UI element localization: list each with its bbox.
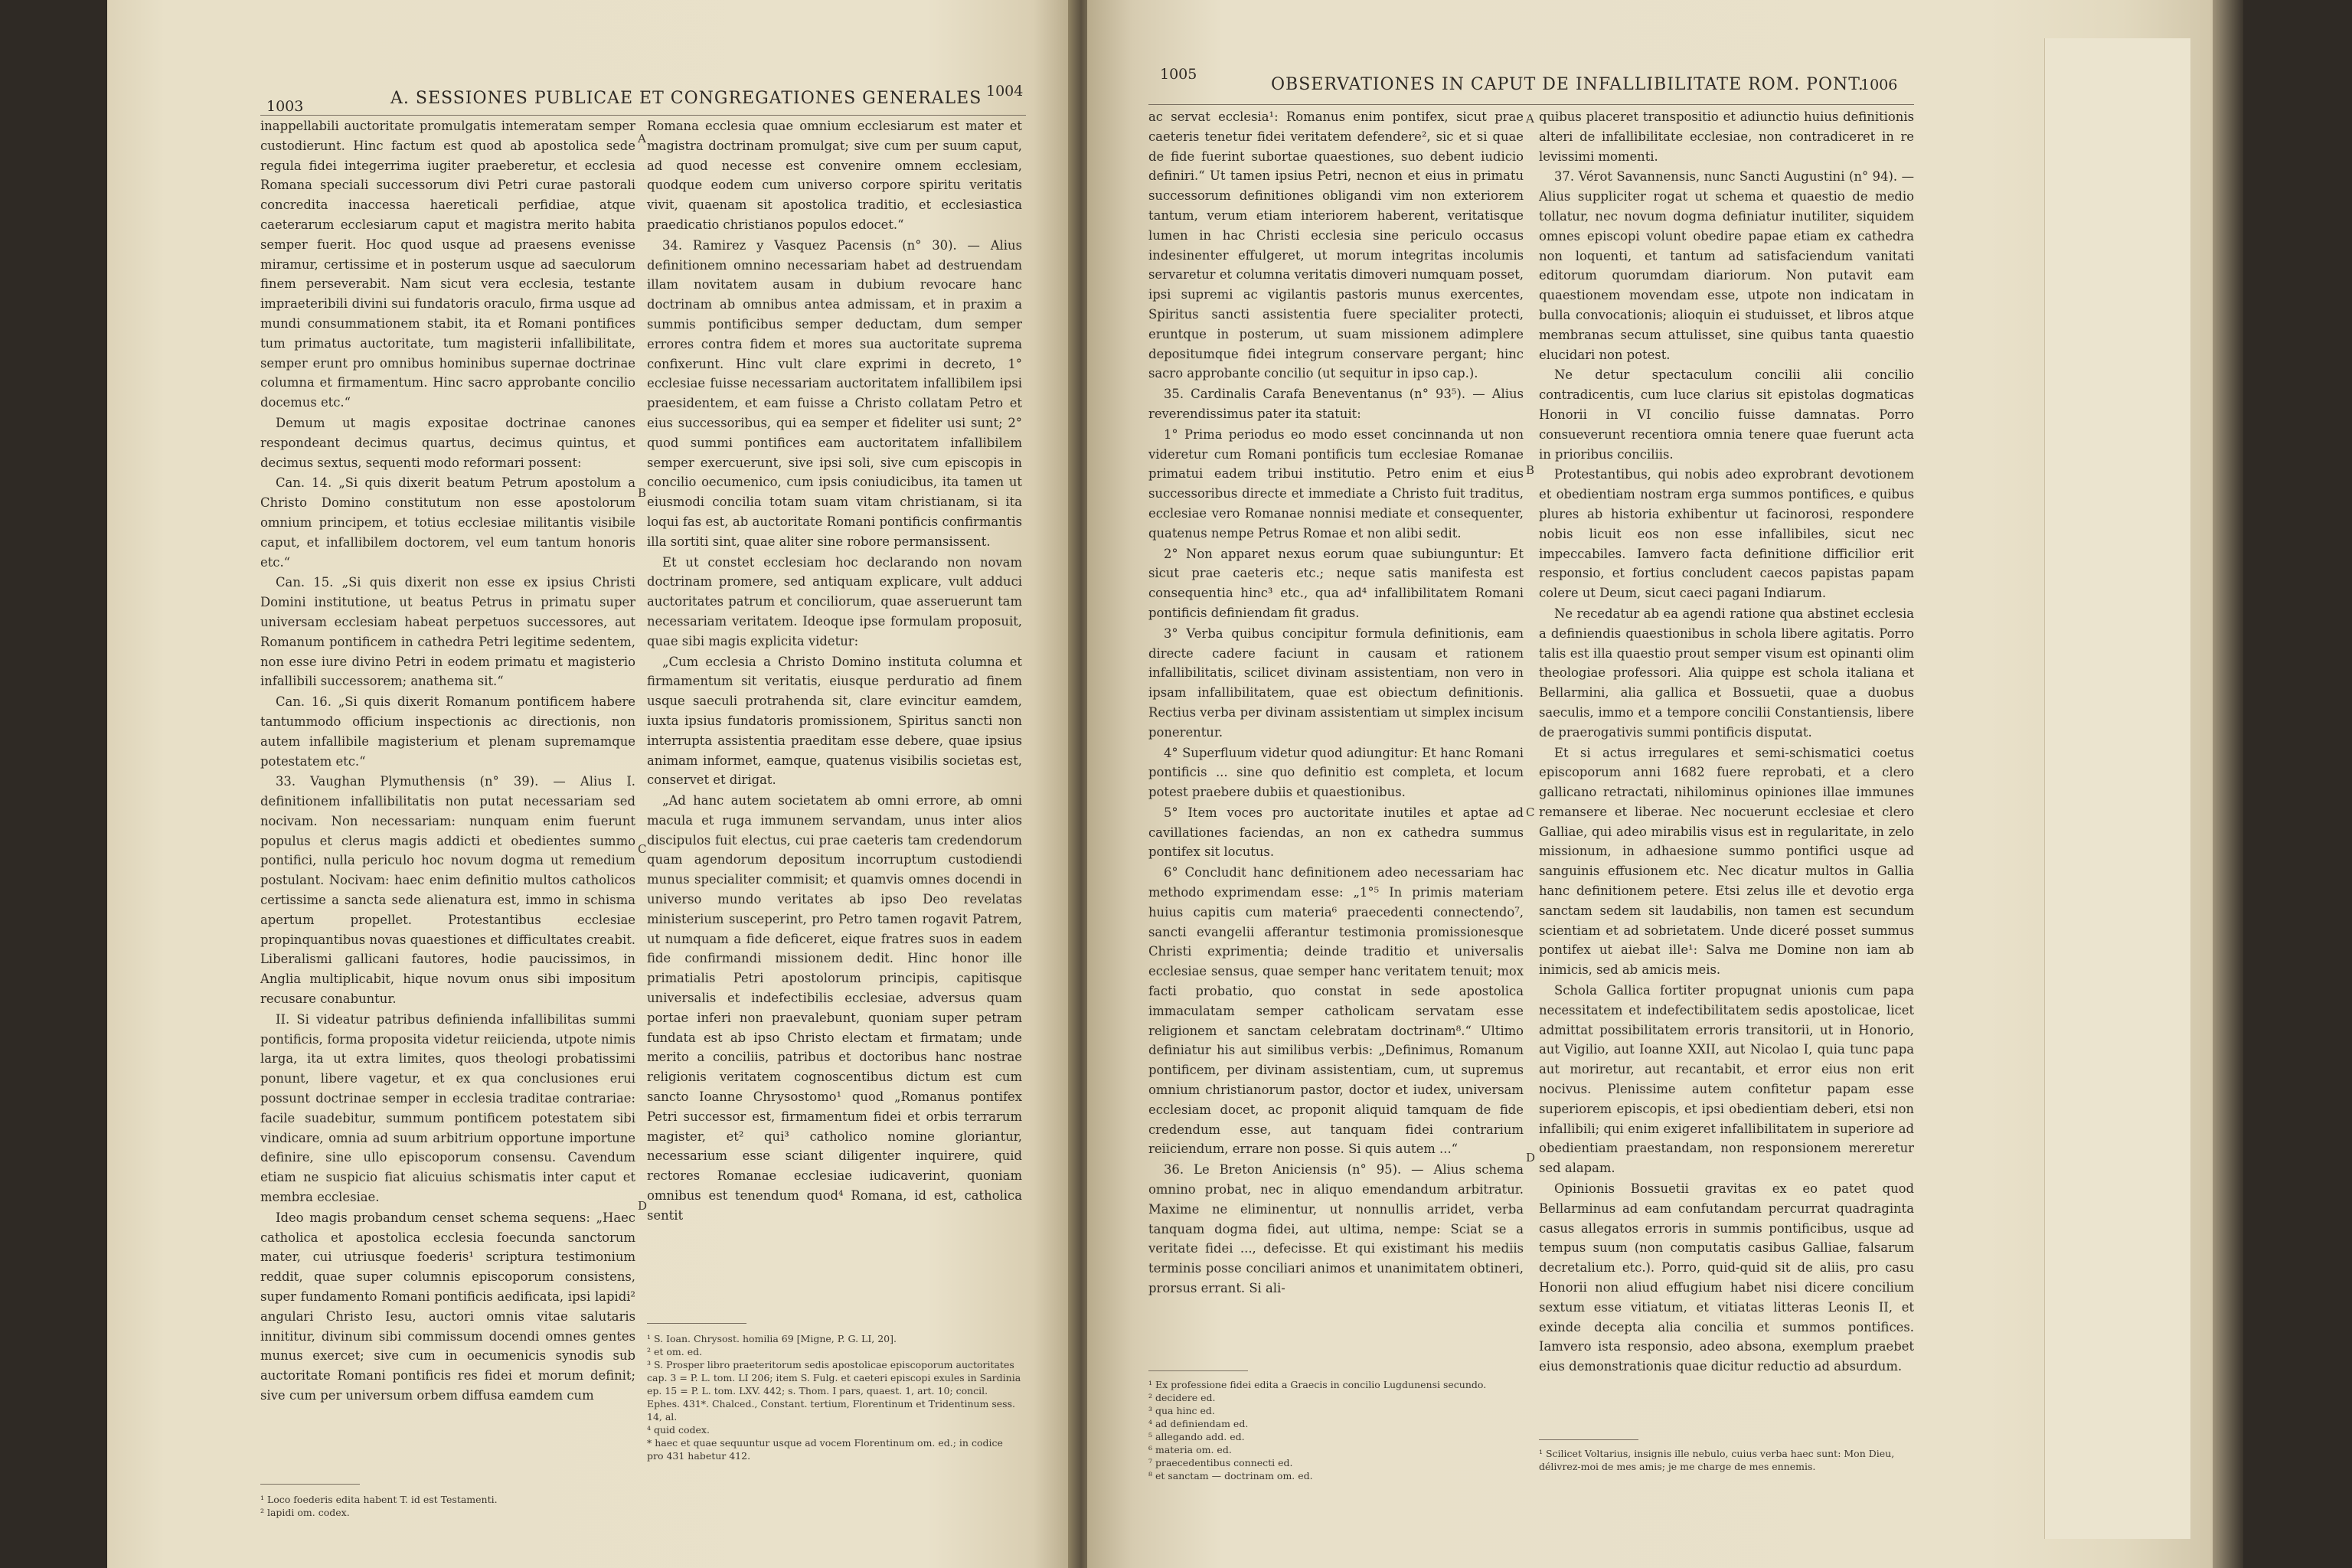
margin-letter-b-right: B <box>1526 463 1535 477</box>
footnote: ⁴ quid codex. <box>647 1424 710 1436</box>
margin-letter-b: B <box>638 486 647 500</box>
right-column-1 <box>1148 107 1524 1299</box>
left-footnote-rule-1 <box>260 1484 360 1485</box>
paragraph: Can. 15. „Si quis dixerit non esse ex ipsius Christi Domini institutione, ut beatus Petrus in primatu super universam ecclesiam habeat perpetuos successores, aut Romanum pontificem in cathedra Petri legitime sedentem, non esse iure divino Petri in eodem primatu et magisterio infallibili successorem; anathema sit.“ <box>260 575 635 689</box>
left-running-header: A. SESSIONES PUBLICAE ET CONGREGATIONES GENERALES <box>390 89 982 108</box>
footnote: ² et om. ed. <box>647 1346 703 1357</box>
left-column-1 <box>260 116 635 1406</box>
paragraph: Can. 16. „Si quis dixerit Romanum pontificem habere tantummodo officium inspectionis ac directionis, non autem infallibile magisterium et plenam supremamque potestatem etc.“ <box>260 694 635 769</box>
paragraph: 37. Vérot Savannensis, nunc Sancti Augustini (n° 94). — Alius suppliciter rogat ut schema et quaestio de medio tollatur, nec novum dogma definiatur inutiliter, siquidem omnes episcopi volunt obedire papae etiam ex cathedra non loquenti, et tantum ad satisfaciendum vanitati editorum quorumdam diariorum. Non putavit eam quaestionem movendam esse, utpote non indicatam in bulla convocationis; alioquin ei studuisset, et libros atque membranas secum attulisset, sine quibus tanta quaestio elucidari non potest. <box>1539 169 1914 362</box>
right-footnote-rule-1 <box>1148 1370 1248 1371</box>
paragraph: Romana ecclesia quae omnium ecclesiarum est mater et magistra doctrinam promulgat; sive cum per suum caput, ad quod necesse est convenire omnem ecclesiam, quodque eodem cum universo corpore spiritu veritatis vivit, quaenam sit apostolica traditio, et ecclesiastica praedicatio christianos populos edocet.“ <box>647 119 1022 232</box>
paragraph: Ideo magis probandum censet schema sequens: „Haec catholica et apostolica ecclesia foecunda sanctorum mater, cui utriusque foederis¹ scriptura testimonium reddit, quae super columnis episcoporum consistens, super fundamento Romani pontificis aedificata, ipsi lapidi² angulari Christo Iesu, auctori omnis vitae salutaris innititur, divinum sibi commissum docendi omnes gentes munus exercet; sive cum in oecumenicis synodis sub auctoritate Romani pontificis res fidei et morum definit; sive cum per universum orbem diffusa eamdem cum <box>260 1210 635 1403</box>
margin-letter-c: C <box>638 842 647 856</box>
paragraph: „Ad hanc autem societatem ab omni errore, ab omni macula et ruga immunem servandam, unus inter alios discipulos fuit electus, cui prae caeteris tam credendorum quam agendorum depositum incorruptum custodiendi munus specialiter commisit; et quamvis omnes docendi in universo mundo veritates ab ipso Deo revelatas ministerium susceperint, pro Petro tamen rogavit Patrem, ut numquam a fide deficeret, eique fratres suos in eadem fide confirmandi missionem dedit. Hinc honor ille primatialis Petri apostolorum principis, capitisque universalis et indefectibilis ecclesiae, adversus quam portae inferi non praevalebunt, quoniam super petram fundata est ab ipso Christo electam et firmatam; unde merito a conciliis, patribus et doctoribus hanc nostrae religionis veritatem cognoscentibus dictum est cum sancto Ioanne Chrysostomo¹ quod „Romanus pontifex Petri successor est, firmamentum fidei et orbis terrarum magister, et² qui³ catholico nomine gloriantur, necessarium esse sciant diligenter inquirere, quid rectores Romanae ecclesiae iudicaverint, quoniam omnibus est tenendum quod⁴ Romana, id est, catholica sentit <box>647 793 1022 1223</box>
paragraph: Can. 14. „Si quis dixerit beatum Petrum apostolum a Christo Domino constitutum non esse apostolorum omnium principem, et totius ecclesiae militantis visibile caput, et infallibilem doctorem, vel eum tantum honoris etc.“ <box>260 475 635 570</box>
paragraph: 2° Non apparet nexus eorum quae subiunguntur: Et sicut prae caeteris etc.; neque satis manifesta est consequentia hinc³ etc., qua ad⁴ infallibilitatem Romani pontificis definiendam fit gradus. <box>1148 546 1524 620</box>
footnote: ⁷ praecedentibus connecti ed. <box>1148 1457 1293 1468</box>
footnote: ¹ Ex professione fidei edita a Graecis in concilio Lugdunensi secundo. <box>1148 1379 1487 1390</box>
paragraph: 35. Cardinalis Carafa Beneventanus (n° 93⁵). — Alius reverendissimus pater ita statuit: <box>1148 387 1524 421</box>
margin-letter-a-right: A <box>1526 112 1534 126</box>
paragraph: Opinionis Bossuetii gravitas ex eo patet quod Bellarminus ad eam confutandam percurrat quadraginta casus allegatos erroris in summis pontificibus, usque ad tempus suum (non computatis casibus Galliae, falsarum decretalium etc.). Porro, quid-quid sit de aliis, pro casu Honorii non aliud effugium habet nisi dicere concilium sextum esse vitiatum, et vitiatas litteras Leonis II, et exinde decepta alia concilia et summos pontifices. Iamvero ista responsio, adeo absona, exemplum praebet eius demonstrationis quae dicitur reductio ad absurdum. <box>1539 1181 1914 1374</box>
margin-letter-c-right: C <box>1526 805 1535 819</box>
paragraph: 3° Verba quibus concipitur formula definitionis, eam directe cadere faciunt in causam et rationem infallibilitatis, scilicet divinam assistentiam, non vero in ipsam infallibilitatem, quae est obiectum definitionis. Rectius verba per divinam assistentiam ut simplex incisum ponerentur. <box>1148 626 1524 740</box>
footnote: ² lapidi om. codex. <box>260 1507 350 1518</box>
paragraph: 1° Prima periodus eo modo esset concinnanda ut non videretur cum Romani pontificis tum ecclesiae Romanae primatui eadem tribui institutio. Petro enim et eius successoribus directe et immediate a Christo fuit traditus, ecclesiae vero Romanae nonnisi mediate et consequenter, quatenus nempe Petrus Romae et non alibi sedit. <box>1148 426 1524 541</box>
paragraph: 4° Superfluum videtur quod adiungitur: Et hanc Romani pontificis ... sine quo definitio est completa, et locum potest praebere dubiis et quaestionibus. <box>1148 745 1524 800</box>
paragraph: 5° Item voces pro auctoritate inutiles et aptae ad cavillationes faciendas, an non ex cathedra summus pontifex sit locutus. <box>1148 805 1524 860</box>
right-header-rule <box>1148 104 1914 105</box>
paragraph: „Cum ecclesia a Christo Domino instituta columna et firmamentum sit veritatis, eiusque perduratio ad finem usque saeculi protrahenda sit, clare evincitur eamdem, iuxta ipsius fundatoris promissionem, Spiritus sancti non interrupta assistentia praeditam esse debere, quae ipsius animam informet, eamque, quatenus visibilis societas est, conservet et dirigat. <box>647 654 1022 788</box>
left-page-number: 1003 <box>266 98 304 115</box>
paragraph: Ne detur spectaculum concilii alii concilio contradicentis, cum luce clarius sit epistolas dogmaticas Honorii in VI concilio fuisse damnatas. Porro consueverunt recentiora omnia tenere quae fuerunt acta in prioribus conciliis. <box>1539 368 1914 462</box>
paragraph: Et ut constet ecclesiam hoc declarando non novam doctrinam promere, sed antiquam explicare, vult adduci auctoritates patrum et conciliorum, quae asseruerunt tam necessariam veritatem. Ideoque ipse formulam proposuit, quae sibi magis explicita videtur: <box>647 554 1022 648</box>
paragraph: Schola Gallica fortiter propugnat unionis cum papa necessitatem et indefectibilitatem sedis apostolicae, licet admittat possibilitatem erroris transitorii, ut in Honorio, aut Vigilio, aut Ioanne XXII, aut Nicolao I, quia tunc papa aut moriretur, aut recantabit, et error eius non erit nocivus. Plenissime autem confitetur papam esse superiorem episcopis, et ipsi obedientiam deberi, etsi non infallibili; qui enim exigeret infallibilitatem in superiore ad obedientiam praestandam, non responsionem mereretur sed alapam. <box>1539 983 1914 1176</box>
footnote: ¹ Loco foederis edita habent T. id est Testamenti. <box>260 1494 498 1505</box>
left-footnotes-col1 <box>260 1493 635 1519</box>
margin-letter-a: A <box>638 132 646 145</box>
left-footnote-rule-2 <box>647 1323 746 1324</box>
paragraph: 36. Le Breton Aniciensis (n° 95). — Alius schema omnino probat, nec in aliquo emendandum arbitratur. Maxime ne eliminentur, ut nonnullis arridet, verba tanquam dogma fidei, aut ultima, nempe: Sciat se a veritate fidei ..., defecisse. Et qui existimant his mediis terminis posse conciliari animos et unanimitatem obtineri, prorsus errant. Si ali- <box>1148 1162 1524 1296</box>
paragraph: Demum ut magis expositae doctrinae canones respondeant decimus quartus, decimus quintus, et decimus sextus, sequenti modo reformari possent: <box>260 415 635 470</box>
margin-letter-d-right: D <box>1526 1151 1536 1165</box>
footnote: ¹ Scilicet Voltarius, insignis ille nebulo, cuius verba haec sunt: Mon Dieu, délivrez-moi de mes amis; je me charge de mes ennemis. <box>1539 1448 1895 1472</box>
paragraph: 34. Ramirez y Vasquez Pacensis (n° 30). — Alius definitionem omnino necessariam habet ad destruendam illam novitatem ausam in dubium revocare hanc doctrinam ab omnibus antea admissam, et in praxim a summis pontificibus semper deductam, dum semper errores contra fidem et mores sua auctoritate suprema confixerunt. Hinc vult clare exprimi in decreto, 1° ecclesiae fuisse necessariam auctoritatem infallibilem ipsi praesidentem, et eam fuisse a Christo collatam Petro et eius successoribus, qui ea semper et fideliter usi sunt; 2° quod summi pontifices eam auctoritatem infallibilem semper exercuerunt, sive ipsi soli, sive cum episcopis in concilio oecumenico, cum ipsis coniudicibus, ita tamen ut eiusmodi concilia totam suam vitam christianam, si ita loqui fas est, ab auctoritate Romani pontificis confirmantis illa sortiti sint, quae aliter sine robore permansissent. <box>647 237 1022 549</box>
right-footnotes-col1 <box>1148 1378 1524 1482</box>
right-column-2 <box>1539 107 1914 1377</box>
right-page <box>1087 0 2213 1568</box>
paragraph: inappellabili auctoritate promulgatis intemeratam semper custodierunt. Hinc factum est quod ab apostolica sede regula fidei integerrima iugiter praeberetur, et ecclesia Romana speciali successorum divi Petri curae pastorali concredita inaccessa haereticali perfidiae, atque caeterarum ecclesiarum caput et magistra merito habita semper fuerit. Hoc quod usque ad praesens evenisse miramur, certissime et in posterum usque ad saeculorum finem perseverabit. Nam sicut vera ecclesia, testante impraeteribili divini sui fundatoris oraculo, firma usque ad mundi consummationem stabit, ita et Romani pontifices tum primatus auctoritate, tum magisterii infallibilitate, semper erunt pro omnibus hominibus supernae doctrinae columna et firmamentum. Hinc sacro approbante concilio docemus etc.“ <box>260 119 635 410</box>
right-running-header: OBSERVATIONES IN CAPUT DE INFALLIBILITATE ROM. PONT. <box>1271 75 1864 94</box>
paragraph: Et si actus irregulares et semi-schismatici coetus episcoporum anni 1682 fuere reprobati, et a clero gallicano retractati, nihilominus opiniones illae immunes remansere et liberae. Nec nocuerunt ecclesiae et clero Galliae, qui adeo mirabilis visus est in regularitate, in zelo missionum, in adhaesione summo pontifici usque ad sanguinis effusionem etc. Nec dicatur multos in Gallia hanc definitionem petere. Etsi zelus ille et devotio erga sanctam sedem sit laudabilis, non tamen est secundum scientiam et ad sobrietatem. Unde diceré posset summus pontifex ut aiebat ille¹: Salva me Domine non iam ab inimicis, sed ab amicis meis. <box>1539 745 1914 978</box>
left-column-2 <box>647 116 1022 1227</box>
left-header-rule <box>260 115 1026 116</box>
footnote: ⁴ ad definiendam ed. <box>1148 1418 1249 1429</box>
footnote: ⁶ materia om. ed. <box>1148 1444 1232 1455</box>
right-page-number-inner: 1005 <box>1160 66 1197 83</box>
paragraph: Protestantibus, qui nobis adeo exprobrant devotionem et obedientiam nostram erga summos pontifices, e quibus plures ab historia exhibentur ut facinorosi, respondere nobis licuit eos non esse infallibiles, sicut nec impeccabiles. Iamvero facta definitione difficilior erit responsio, et fortius concludent caecos papistas papam colere ut Deum, sicut caeci pagani Indiarum. <box>1539 467 1914 601</box>
footnote: ¹ S. Ioan. Chrysost. homilia 69 [Migne, P. G. LI, 20]. <box>647 1333 897 1344</box>
book-edge <box>2213 0 2243 1568</box>
left-page-number-inner: 1004 <box>986 83 1024 100</box>
footnote: * haec et quae sequuntur usque ad vocem Florentinum om. ed.; in codice pro 431 habetur 412. <box>647 1437 1003 1462</box>
paragraph: 33. Vaughan Plymuthensis (n° 39). — Alius I. definitionem infallibilitatis non putat necessariam sed nocivam. Non necessariam: nunquam enim fuerunt populus et clerus magis addicti et obedientes summo pontifici, nulla periculo hoc novum dogma ut remedium postulant. Nocivam: haec enim definitio multos catholicos certissime a sancta sede alienatura est, immo in schisma apertum propellet. Protestantibus ecclesiae propinquantibus novas quaestiones et difficultates creabit. Liberalismi gallicani fautores, hodie paucissimos, in Anglia multiplicabit, hique novum onus sibi impositum recusare conabuntur. <box>260 774 635 1007</box>
paragraph: quibus placeret transpositio et adiunctio huius definitionis alteri de infallibilitate ecclesiae, non contradiceret in re levissimi momenti. <box>1539 109 1914 164</box>
right-page-number: 1006 <box>1860 77 1898 93</box>
margin-letter-d: D <box>638 1199 648 1213</box>
paragraph: 6° Concludit hanc definitionem adeo necessariam hac methodo exprimendam esse: „1°⁵ In primis materiam huius capitis cum materia⁶ praecedenti connectendo⁷, sancti evangelii afferantur testimonia promissionesque Christi exprimentia; deinde traditio et universalis ecclesiae sensus, quae semper hanc veritatem tenuit; mox facti probatio, quo constat in sede apostolica immaculatam semper catholicam servatam esse religionem et sanctam celebratam doctrinam⁸.“ Ultimo definiatur his aut similibus verbis: „Definimus, Romanum pontificem, per divinam assistentiam, cum, ut supremus omnium christianorum pastor, doctor et iudex, universam ecclesiam docet, ac proponit aliquid tamquam de fide credendum esse, aut tanquam fidei contrarium reiiciendum, errare non posse. Si quis autem ...“ <box>1148 865 1524 1157</box>
paragraph: II. Si videatur patribus definienda infallibilitas summi pontificis, forma proposita videtur reiicienda, utpote nimis larga, ita ut extra limites, quos theologi probatissimi ponunt, libere vagetur, et ex qua conclusiones erui possunt doctrinae semper in ecclesia traditae contrariae: facile suadebitur, summum pontificem potestatem sibi vindicare, omnia ad suum arbitrium opportune importune definire, sine ullo episcoporum consensu. Cavendum etiam ne suspicio fiat alicuius schismatis inter caput et membra ecclesiae. <box>260 1011 635 1205</box>
footnote: ⁵ allegando add. ed. <box>1148 1431 1245 1442</box>
footnote: ³ S. Prosper libro praeteritorum sedis apostolicae episcoporum auctoritates cap. 3 = P. L. tom. LI 206; item S. Fulg. et caeteri episcopi exules in Sardinia ep. 15 = P. L. tom. LXV. 442; s. Thom. I pars, quaest. 1, art. 10; concil. Ephes. 431*. Chalced., Constant. tertium, Florentinum et Tridentinum sess. 14, al. <box>647 1359 1021 1423</box>
blank-insert-sheet <box>2044 38 2190 1539</box>
left-page <box>107 0 1072 1568</box>
paragraph: ac servat ecclesia¹: Romanus enim pontifex, sicut prae caeteris tenetur fidei veritatem defendere², sic et si quae de fide fuerint subortae quaestiones, suo debent iudicio definiri.“ Ut tamen ipsius Petri, necnon et eius in primatu successorum definitiones obligandi vim non exteriorem tantum, verum etiam interiorem haberent, veritatisque lumen in hac Christi ecclesia sine periculo occasus indesinenter effulgeret, ut morum integritas incolumis servaretur et columna veritatis dimoveri numquam posset, ipsi supremi ac vigilantis pastoris munus exercentes, Spiritus sancti assistentia fuere specialiter protecti, eruntque in posterum, ut suam missionem adimplere depositumque fidei integrum conservare pergant; hinc sacro approbante concilio (ut sequitur in ipso cap.). <box>1148 109 1524 381</box>
right-footnote-rule-2 <box>1539 1439 1638 1440</box>
footnote: ³ qua hinc ed. <box>1148 1405 1215 1416</box>
left-footnotes-col2 <box>647 1332 1022 1462</box>
footnote: ⁸ et sanctam — doctrinam om. ed. <box>1148 1470 1313 1481</box>
footnote: ² decidere ed. <box>1148 1392 1216 1403</box>
paragraph: Ne recedatur ab ea agendi ratione qua abstinet ecclesia a definiendis quaestionibus in schola libere agitatis. Porro talis est illa quaestio prout semper visum est opinanti olim theologiae professori. Alia quippe est schola italiana et Bellarmini, alia gallica et Bossuetii, quae a duobus saeculis, immo et a tempore concilii Constantiensis, libere de praerogativis summi pontificis disputat. <box>1539 606 1914 740</box>
right-footnotes-col2 <box>1539 1447 1914 1473</box>
